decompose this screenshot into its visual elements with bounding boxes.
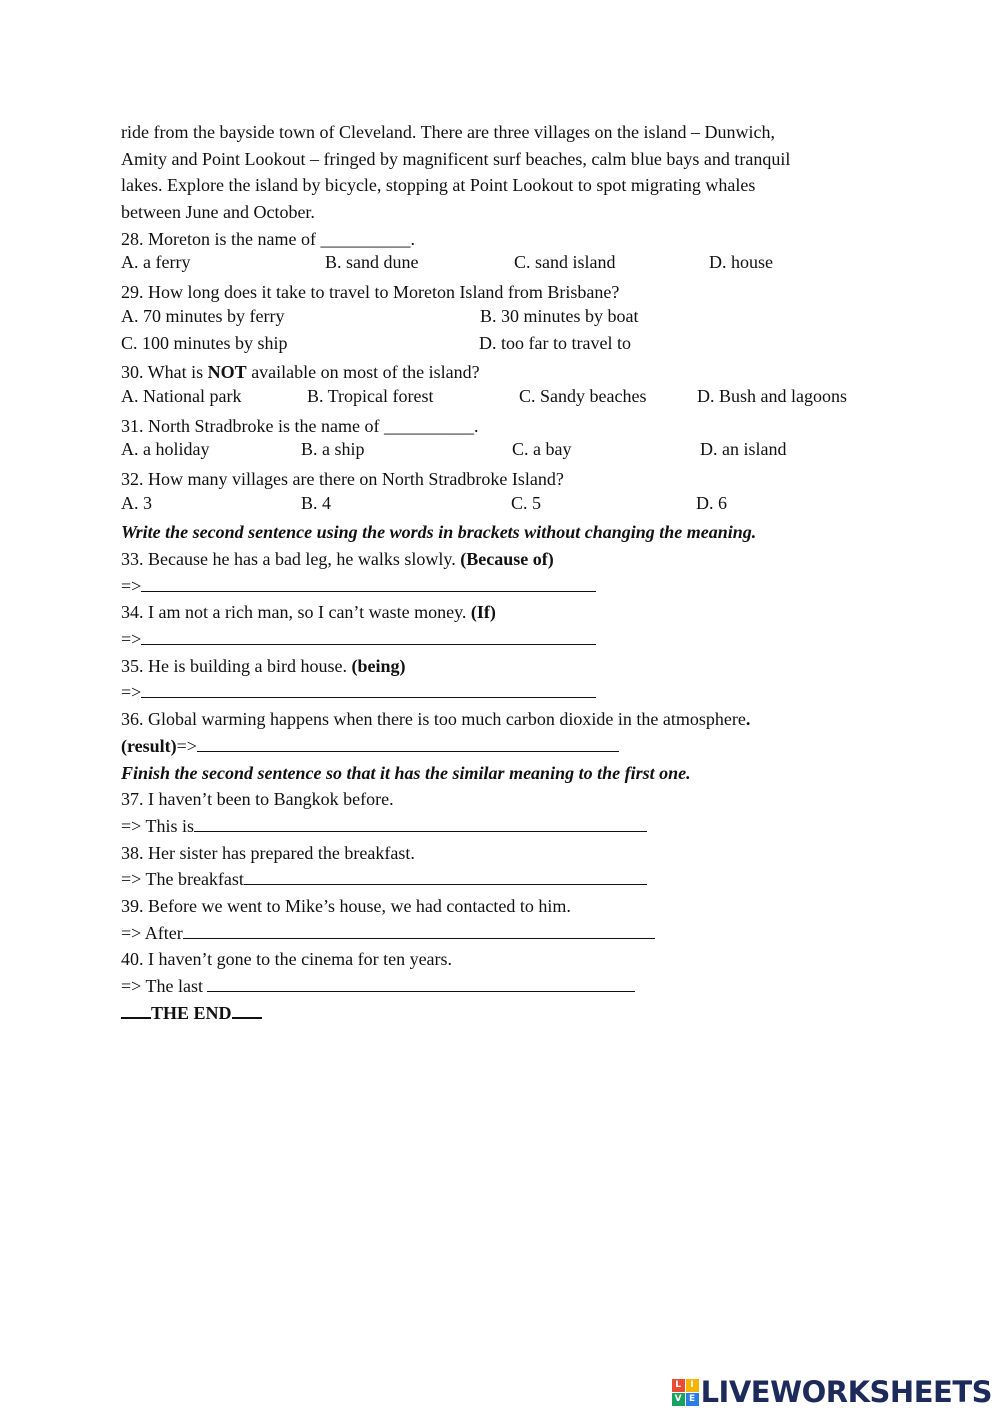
passage-line: ride from the bayside town of Cleveland. There are three villages on the island – Dunwich, — [121, 122, 775, 142]
brand-block-v: V — [672, 1393, 685, 1406]
answer-35 — [121, 679, 881, 706]
option-29-b[interactable]: B. 30 minutes by boat — [480, 305, 639, 326]
brand-block-e: E — [686, 1393, 699, 1406]
question-35-text: 35. He is building a bird house. — [121, 655, 352, 676]
question-36-period: . — [745, 709, 751, 730]
question-29: 29. How long does it take to travel to Moreton Island from Brisbane? — [121, 282, 620, 303]
answer-39-prefix: => After — [121, 922, 183, 943]
brand-block-l: L — [672, 1379, 685, 1392]
answer-37-blank[interactable] — [194, 815, 647, 832]
question-32: 32. How many villages are there on North Stradbroke Island? — [121, 468, 564, 489]
answer-38-blank[interactable] — [244, 868, 647, 885]
question-34-hint: (If) — [470, 602, 496, 623]
answer-34 — [121, 626, 881, 653]
option-31-c[interactable]: C. a bay — [512, 439, 572, 460]
question-33-hint: (Because of) — [460, 549, 554, 569]
answer-40-blank[interactable] — [207, 975, 635, 992]
question-36 — [121, 706, 881, 733]
answer-33-blank[interactable] — [141, 575, 596, 592]
question-34 — [121, 599, 881, 626]
option-32-d[interactable]: D. 6 — [696, 492, 727, 513]
passage-line: between June and October. — [121, 202, 315, 223]
question-38: 38. Her sister has prepared the breakfast. — [121, 842, 415, 863]
question-28: 28. Moreton is the name of __________. — [121, 228, 415, 249]
question-33-text: 33. Because he has a bad leg, he walks slowly. — [121, 549, 461, 569]
question-37: 37. I haven’t been to Bangkok before. — [121, 789, 394, 810]
option-31-d[interactable]: D. an island — [700, 439, 787, 460]
live-blocks-icon — [672, 1379, 699, 1406]
option-32-b[interactable]: B. 4 — [301, 492, 332, 513]
option-30-d[interactable]: D. Bush and lagoons — [697, 385, 847, 406]
option-30-b[interactable]: B. Tropical forest — [307, 385, 434, 406]
end-underline-right — [232, 1000, 262, 1019]
option-29-a[interactable]: A. 70 minutes by ferry — [121, 305, 285, 326]
options-29-row1 — [121, 306, 881, 333]
the-end — [121, 1000, 881, 1027]
answer-36-blank[interactable] — [197, 735, 619, 752]
answer-40 — [121, 973, 881, 1000]
answer-36-prefix: => — [176, 735, 197, 756]
answer-35-prefix: => — [121, 682, 142, 703]
answer-34-blank[interactable] — [141, 628, 596, 645]
option-32-c[interactable]: C. 5 — [511, 492, 542, 513]
options-32 — [121, 493, 881, 520]
question-30-end: available on most of the island? — [246, 362, 480, 383]
question-30-not: NOT — [207, 362, 247, 383]
option-29-d[interactable]: D. too far to travel to — [479, 332, 631, 353]
option-31-a[interactable]: A. a holiday — [121, 439, 210, 460]
option-30-a[interactable]: A. National park — [121, 385, 242, 406]
option-28-a[interactable]: A. a ferry — [121, 252, 191, 273]
answer-38-prefix: => The breakfast — [121, 869, 244, 890]
options-31 — [121, 439, 881, 466]
question-30 — [121, 359, 881, 386]
worksheet-content — [121, 119, 881, 1026]
answer-33-prefix: => — [121, 575, 142, 596]
option-31-b[interactable]: B. a ship — [301, 439, 365, 460]
question-39: 39. Before we went to Mike’s house, we had contacted to him. — [121, 895, 571, 916]
answer-37 — [121, 813, 881, 840]
finish-instruction: Finish the second sentence so that it has the similar meaning to the first one. — [121, 762, 691, 783]
answer-35-blank[interactable] — [141, 681, 596, 698]
brand-block-i: I — [686, 1379, 699, 1392]
question-34-text: 34. I am not a rich man, so I can’t waste money. — [121, 602, 471, 623]
passage-line: lakes. Explore the island by bicycle, stopping at Point Lookout to spot migrating whales — [121, 175, 756, 196]
brand-name: LIVEWORKSHEETS — [700, 1375, 992, 1409]
answer-40-prefix: => The last — [121, 976, 208, 996]
option-28-d[interactable]: D. house — [709, 252, 773, 273]
question-40: 40. I haven’t gone to the cinema for ten years. — [121, 949, 453, 970]
end-text: THE END — [151, 1002, 232, 1023]
liveworksheets-logo — [672, 1375, 992, 1409]
options-28 — [121, 252, 881, 279]
question-36-text: 36. Global warming happens when there is too much carbon dioxide in the atmosphere — [121, 709, 746, 730]
option-32-a[interactable]: A. 3 — [121, 492, 152, 513]
option-29-c[interactable]: C. 100 minutes by ship — [121, 332, 288, 353]
question-35 — [121, 653, 881, 680]
options-29-row2 — [121, 333, 881, 360]
answer-36-hint: (result) — [121, 735, 177, 756]
question-35-hint: (being) — [351, 655, 406, 676]
answer-38 — [121, 866, 881, 893]
answer-34-prefix: => — [121, 629, 142, 650]
passage-line: Amity and Point Lookout – fringed by magnificent surf beaches, calm blue bays and tranquil — [121, 148, 791, 169]
option-28-c[interactable]: C. sand island — [514, 252, 616, 273]
rewrite-instruction: Write the second sentence using the words in brackets without changing the meaning. — [121, 522, 757, 543]
question-30-start: 30. What is — [121, 362, 208, 383]
answer-37-prefix: => This is — [121, 815, 194, 836]
answer-39-blank[interactable] — [183, 922, 655, 939]
answer-39 — [121, 920, 881, 947]
option-30-c[interactable]: C. Sandy beaches — [519, 385, 647, 406]
end-underline-left — [121, 1000, 151, 1019]
question-31: 31. North Stradbroke is the name of __________. — [121, 415, 479, 436]
option-28-b[interactable]: B. sand dune — [325, 252, 419, 273]
options-30 — [121, 386, 881, 413]
answer-33 — [121, 573, 881, 600]
answer-36 — [121, 733, 881, 760]
question-33 — [121, 546, 881, 573]
